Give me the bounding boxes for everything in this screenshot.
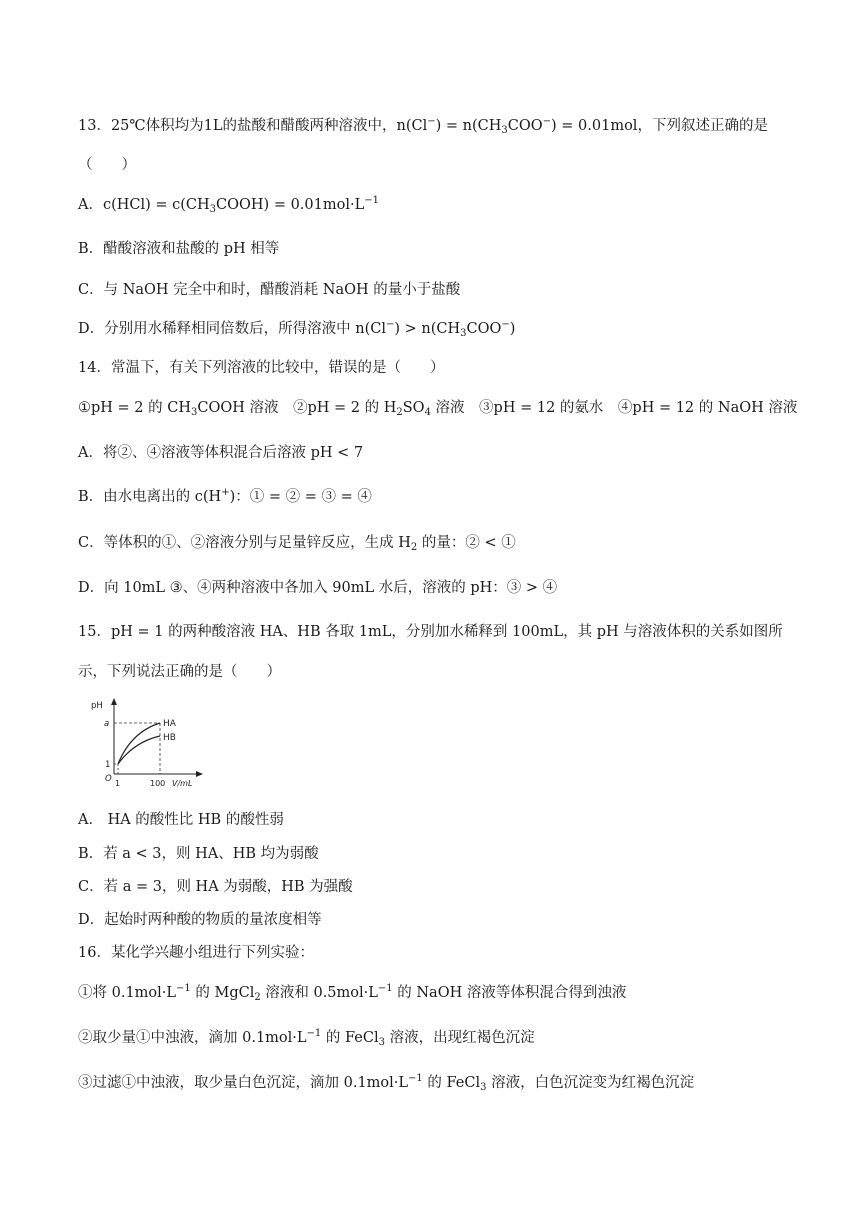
q15-option-b: B．若 a < 3，则 HA、HB 均为弱酸: [78, 846, 319, 862]
q13-option-a: A．$c(HCl) = c(CH_3COOH) = 0.01mol\cdot L^{-1}$: [78, 195, 379, 215]
q13-stem: 13．25℃体积均为1L的盐酸和醋酸两种溶液中，$n(Cl^-) = n(CH_3COO^-) = 0.01mol$，下列叙述正确的是: [78, 116, 768, 136]
x-tick-1: 1: [115, 779, 121, 788]
q14-option-d: D．向 10mL ③、④两种溶液中各加入 90mL 水后，溶液的 pH：③ > ④: [78, 580, 558, 596]
q15-ph-volume-graph: [76, 696, 206, 788]
y-tick-a: a: [104, 719, 110, 729]
q14-option-b: B．由水电离出的 c(H+)：① = ② = ③ = ④: [78, 487, 372, 505]
curve-ha: [118, 723, 160, 764]
x-axis-label: V/mL: [172, 779, 193, 788]
q13-answer-paren: （ ）: [78, 157, 136, 173]
q15-option-a: A． HA 的酸性比 HB 的酸性弱: [78, 812, 284, 828]
q14-solution-list: ①pH = 2 的 $CH_3COOH$ 溶液 ②pH = 2 的 $H_2SO_4$ 溶液 ③pH = 12 的氨水 ④pH = 12 的 NaOH 溶液: [78, 400, 798, 418]
q16-step-1: ①将 $0.1mol\cdot L^{-1}$ 的 MgCl$_2$ 溶液和 $0.5mol\cdot L^{-1}$ 的 NaOH 溶液等体积混合得到浊液: [78, 983, 627, 1003]
q16-step-2: ②取少量①中浊液，滴加 $0.1mol\cdot L^{-1}$ 的 FeCl$_3$ 溶液，出现红褐色沉淀: [78, 1028, 535, 1048]
q15-option-d: D．起始时两种酸的物质的量浓度相等: [78, 912, 322, 928]
curve-hb: [118, 736, 160, 764]
x-axis-arrow: [196, 771, 203, 777]
q14-stem: 14．常温下，有关下列溶液的比较中，错误的是（ ）: [78, 360, 445, 376]
y-tick-1: 1: [105, 760, 111, 770]
q14-option-a: A．将②、④溶液等体积混合后溶液 pH < 7: [78, 445, 364, 461]
q16-step-3: ③过滤①中浊液，取少量白色沉淀，滴加 $0.1mol\cdot L^{-1}$ 的 FeCl$_3$ 溶液，白色沉淀变为红褐色沉淀: [78, 1073, 695, 1093]
y-axis-arrow: [111, 698, 117, 705]
curve-ha-label: HA: [163, 719, 176, 729]
q15-stem-line2: 示，下列说法正确的是（ ）: [78, 664, 281, 680]
q13-option-d: D．分别用水稀释相同倍数后，所得溶液中 $n(Cl^-) > n(CH_3COO^-)$: [78, 319, 516, 339]
q13-option-b: B．醋酸溶液和盐酸的 pH 相等: [78, 241, 280, 257]
q13-option-c: C．与 NaOH 完全中和时，醋酸消耗 NaOH 的量小于盐酸: [78, 282, 461, 298]
curve-hb-label: HB: [163, 733, 176, 743]
q14-option-c: C．等体积的①、②溶液分别与足量锌反应，生成 $H_2$ 的量：② < ①: [78, 535, 516, 553]
y-axis-label: pH: [91, 701, 103, 711]
q16-stem: 16．某化学兴趣小组进行下列实验：: [78, 945, 314, 961]
x-tick-100: 100: [150, 779, 166, 788]
q15-option-c: C．若 a = 3，则 HA 为弱酸，HB 为强酸: [78, 879, 353, 895]
origin-label: O: [105, 774, 112, 784]
q15-stem-line1: 15．pH = 1 的两种酸溶液 HA、HB 各取 1mL，分别加水稀释到 100mL，其 pH 与溶液体积的关系如图所: [78, 624, 783, 640]
